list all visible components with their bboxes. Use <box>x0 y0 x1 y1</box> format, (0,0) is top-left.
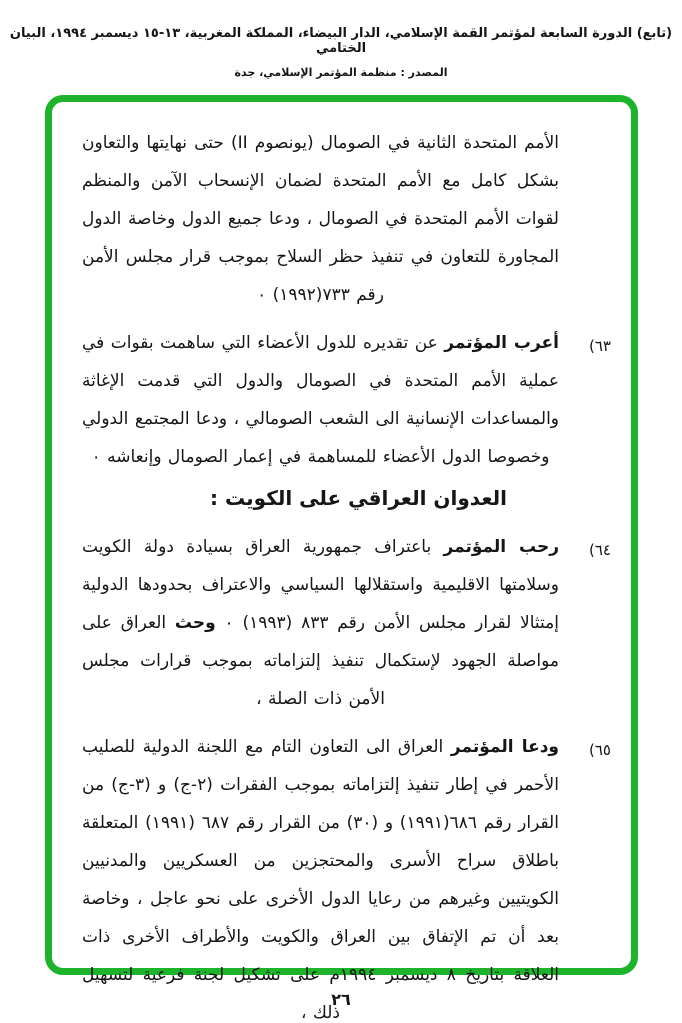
paragraph-65 <box>82 728 611 1023</box>
header-source: المصدر : منظمة المؤتمر الإسلامي، جدة <box>234 66 448 79</box>
paragraph-lead: أعرب المؤتمر <box>444 333 560 353</box>
page-number: ٢٦ <box>331 990 351 1009</box>
paragraph-lead: ودعا المؤتمر <box>450 737 559 757</box>
header-title: (تابع) الدورة السابعة لمؤتمر القمة الإسلامي، الدار البيضاء، المملكة المغربية، ١٣-١٥ ديسمبر ١٩٩٤، البيان الختامي <box>9 26 673 56</box>
paragraph-body: عن تقديره للدول الأعضاء التي ساهمت بقوات في عملية الأمم المتحدة في الصومال والدول التي قدمت الإغاثة والمساعدات الإنسانية الى الشعب الصومالي ، ودعا المجتمع الدولي وخصوصا الدول الأعضاء للمساهمة في إعمار الصومال وإنعاشه ٠ <box>82 333 559 467</box>
paragraph-number: ٦٤) <box>589 541 611 559</box>
paragraph-number: ٦٥) <box>589 741 611 759</box>
paragraph-body: الأمم المتحدة الثانية في الصومال (يونصوم II) حتى نهايتها والتعاون بشكل كامل مع الأمم المتحدة لضمان الإنسحاب الآمن والمنظم لقوات الأمم المتحدة في الصومال ، ودعا جميع الدول وخاصة الدول المجاورة للتعاون في تنفيذ حظر السلاح بموجب قرار مجلس الأمن رقم ٧٣٣(١٩٩٢) ٠ <box>82 133 560 305</box>
page-header <box>0 26 682 79</box>
section-heading-iraqi-aggression: العدوان العراقي على الكويت : <box>210 486 507 510</box>
paragraph-63 <box>82 324 611 476</box>
paragraph-body: العراق الى التعاون التام مع اللجنة الدولية للصليب الأحمر في إطار تنفيذ إلتزاماته بموجب الفقرات (٢-ج) و (٣-ج) من القرار رقم ٦٨٦(١٩٩١) و (٣٠) من القرار رقم ٦٨٧ (١٩٩١) المتعلقة باطلاق سراح الأسرى والمحتجزين من العسكريين والمدنيين الكويتيين وغيرهم من رعايا الدول الأخرى على نحو عاجل ، وخاصة بعد أن تم الإتفاق بين العراق والكويت والأطراف الأخرى ذات العلاقة بتاريخ ٨ ديسمبر ١٩٩٤م على تشكيل لجنة فرعية لتسهيل ذلك ، <box>82 737 559 1023</box>
paragraph-number <box>559 124 611 127</box>
paragraph-lead: رحب المؤتمر <box>443 537 559 557</box>
paragraph-text <box>82 728 559 1023</box>
paragraph-bold-inline: وحث <box>174 613 216 633</box>
paragraph-body-cont: العراق على مواصلة الجهود لإستكمال تنفيذ إلتزاماته بموجب قرارات مجلس الأمن ذات الصلة ، <box>82 613 559 709</box>
paragraph-text <box>82 124 559 314</box>
paragraph-body: باعتراف جمهورية العراق بسيادة دولة الكويت وسلامتها الاقليمية واستقلالها السياسي والاعتراف بحدودها الدولية إمتثالا لقرار مجلس الأمن رقم ٨٣٣ (١٩٩٣) ٠ <box>82 537 560 633</box>
paragraph-continuation <box>82 124 611 314</box>
paragraph-text <box>82 528 559 718</box>
paragraph-number: ٦٣) <box>589 337 611 355</box>
paragraph-64 <box>82 528 611 718</box>
paragraph-text <box>82 324 559 476</box>
